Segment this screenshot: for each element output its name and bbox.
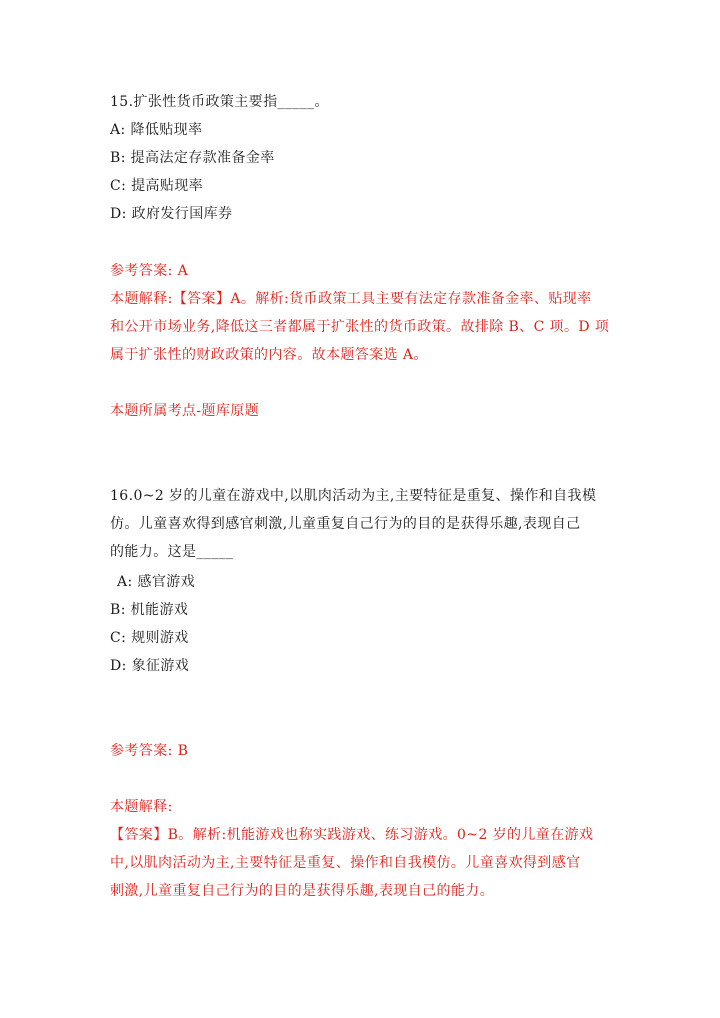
question-16-explanation-title: 本题解释: [110, 799, 173, 815]
question-16-answer: 参考答案: B [110, 743, 189, 759]
question-16-option-d: D: 象征游戏 [110, 658, 190, 674]
question-16-option-b: B: 机能游戏 [110, 602, 189, 618]
question-16-explanation-line: 刺激,儿童重复自己行为的目的是获得乐趣,表现自己的能力。 [110, 883, 495, 899]
question-15-option-d: D: 政府发行国库券 [110, 206, 233, 222]
question-15-option-c: C: 提高贴现率 [110, 178, 204, 194]
question-15-text: 15.扩张性货币政策主要指_____。 [110, 94, 329, 110]
question-16-option-c: C: 规则游戏 [110, 630, 189, 646]
question-16-explanation-line: 中,以肌肉活动为主,主要特征是重复、操作和自我模仿。儿童喜欢得到感官 [110, 855, 581, 871]
question-16-text-line: 的能力。这是_____ [110, 544, 234, 560]
question-15-option-b: B: 提高法定存款准备金率 [110, 150, 275, 166]
question-16-explanation-line: 【答案】B。解析:机能游戏也称实践游戏、练习游戏。0~2 岁的儿童在游戏 [110, 827, 594, 843]
question-15-explanation-line: 属于扩张性的财政政策的内容。故本题答案选 A。 [110, 347, 428, 363]
question-16-option-a: A: 感官游戏 [117, 574, 196, 590]
question-16-text-line: 仿。儿童喜欢得到感官刺激,儿童重复自己行为的目的是获得乐趣,表现自己 [110, 516, 581, 532]
question-15-option-a: A: 降低贴现率 [110, 122, 203, 138]
question-15-explanation-line: 和公开市场业务,降低这三者都属于扩张性的货币政策。故排除 B、C 项。D 项 [110, 319, 610, 335]
question-15-source: 本题所属考点-题库原题 [110, 403, 260, 419]
question-15-explanation-line: 本题解释:【答案】A。解析:货币政策工具主要有法定存款准备金率、贴现率 [110, 291, 592, 307]
question-15-answer: 参考答案: A [110, 263, 189, 279]
question-16-text-line: 16.0~2 岁的儿童在游戏中,以肌肉活动为主,主要特征是重复、操作和自我模 [110, 488, 597, 504]
